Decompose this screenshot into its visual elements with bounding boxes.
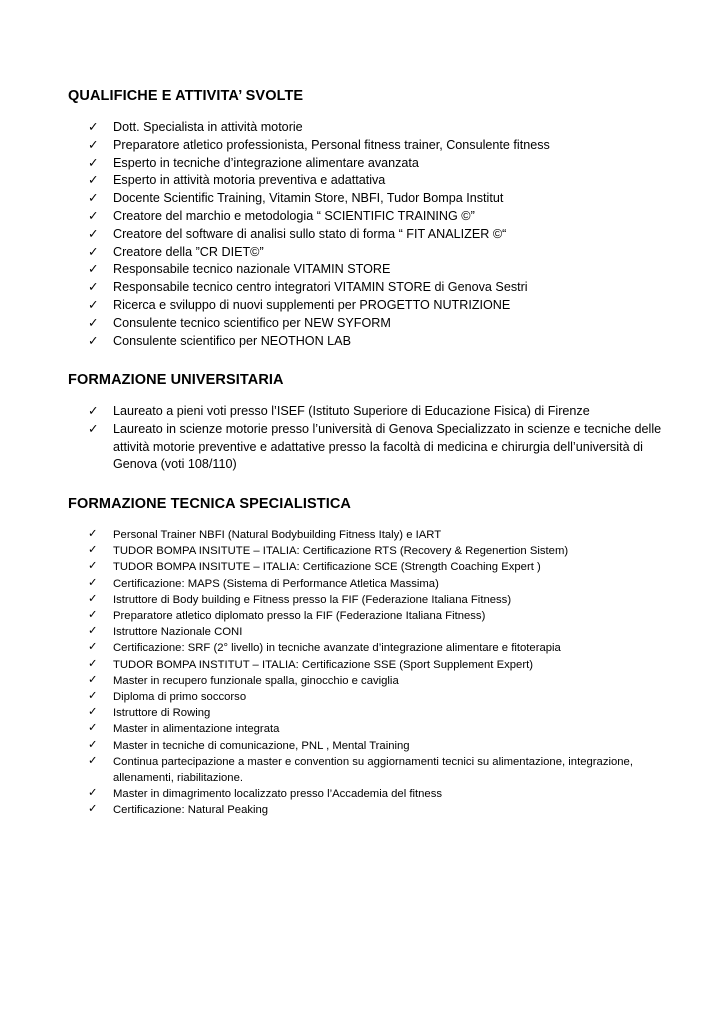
list-item-text: Diploma di primo soccorso [113,691,247,704]
checkmark-icon: ✓ [88,803,98,816]
list-item-text: Responsabile tecnico centro integratori VITAMIN STORE di Genova Sestri [113,280,528,295]
list-item-text: Master in tecniche di comunicazione, PNL , Mental Training [113,739,410,752]
section-formazione-universitaria [68,372,662,474]
list-item [68,172,628,190]
list-item-text: Creatore del marchio e metodologia “ SCIENTIFIC TRAINING ©” [113,208,475,223]
checkmark-icon: ✓ [88,226,99,241]
checkmark-icon: ✓ [88,641,98,654]
list-item [68,802,673,818]
checkmark-icon: ✓ [88,208,99,223]
list-item-text: Responsabile tecnico nazionale VITAMIN STORE [113,262,391,277]
list-item [68,244,628,262]
checkmark-icon: ✓ [88,404,99,418]
list-item-text: Certificazione: MAPS (Sistema di Performance Atletica Massima) [113,577,439,590]
list-item [68,576,673,592]
list-item-text: Consulente tecnico scientifico per NEW SYFORM [113,315,391,330]
list-item-text: Istruttore Nazionale CONI [113,626,243,639]
section-title: QUALIFICHE E ATTIVITA’ SVOLTE [68,88,304,104]
list-item-text: Laureato a pieni voti presso l’ISEF (Istituto Superiore di Educazione Fisica) di Firenze [113,404,590,418]
list-item [68,559,673,575]
list-item [68,608,673,624]
list-item [68,754,673,786]
list-item-text: Consulente scientifico per NEOTHON LAB [113,333,351,348]
checkmark-icon: ✓ [88,722,98,735]
list-item [68,315,628,333]
formazione-tecnica-list [68,527,633,819]
checkmark-icon: ✓ [88,673,98,686]
list-item-text: Certificazione: SRF (2° livello) in tecniche avanzate d’integrazione alimentare e fitoterapia [113,642,561,655]
list-item [68,403,668,421]
list-item [68,297,628,315]
checkmark-icon: ✓ [88,315,99,330]
list-item [68,624,673,640]
list-item-text: Personal Trainer NBFI (Natural Bodybuilding Fitness Italy) e IART [113,529,442,541]
list-item [68,190,628,208]
list-item-text: Esperto in attività motoria preventiva e adattativa [113,173,386,188]
checkmark-icon: ✓ [88,173,99,188]
list-item-text: TUDOR BOMPA INSTITUT – ITALIA: Certificazione SSE (Sport Supplement Expert) [113,658,533,671]
list-item [68,119,628,137]
checkmark-icon: ✓ [88,609,98,622]
list-item-text: Continua partecipazione a master e convention su aggiornamenti tecnici su alimentazione, integrazione, allenamenti, riabilitazione. [113,755,633,785]
checkmark-icon: ✓ [88,155,99,170]
checkmark-icon: ✓ [88,787,98,800]
list-item-text: Dott. Specialista in attività motorie [113,120,303,134]
list-item-text: TUDOR BOMPA INSITUTE – ITALIA: Certificazione RTS (Recovery & Regenertion Sistem) [113,545,569,558]
checkmark-icon: ✓ [88,690,98,703]
checkmark-icon: ✓ [88,657,98,670]
list-item-text: Creatore della ”CR DIET©” [113,244,264,259]
list-item [68,333,628,351]
section-formazione-tecnica [68,496,633,819]
section-title: FORMAZIONE UNIVERSITARIA [68,372,284,388]
list-item [68,137,628,155]
list-item-text: Master in dimagrimento localizzato presso l’Accademia del fitness [113,788,443,801]
checkmark-icon: ✓ [88,592,98,605]
list-item [68,592,673,608]
list-item [68,640,673,656]
list-item-text: TUDOR BOMPA INSITUTE – ITALIA: Certificazione SCE (Strength Coaching Expert ) [113,561,541,574]
section-qualifiche [68,88,628,350]
checkmark-icon: ✓ [88,191,99,206]
checkmark-icon: ✓ [88,560,98,573]
list-item [68,721,673,737]
qualifiche-list [68,119,628,350]
checkmark-icon: ✓ [88,137,99,152]
list-item-text: Preparatore atletico diplomato presso la FIF (Federazione Italiana Fitness) [113,610,486,623]
checkmark-icon: ✓ [88,576,98,589]
checkmark-icon: ✓ [88,544,98,557]
list-item [68,738,673,754]
list-item [68,673,673,689]
checkmark-icon: ✓ [88,244,99,259]
checkmark-icon: ✓ [88,120,99,134]
list-item [68,208,628,226]
checkmark-icon: ✓ [88,754,98,767]
list-item-text: Creatore del software di analisi sullo stato di forma “ FIT ANALIZER ©“ [113,226,507,241]
list-item [68,421,668,474]
list-item [68,261,628,279]
formazione-universitaria-list [68,403,662,474]
list-item [68,786,673,802]
list-item-text: Ricerca e sviluppo di nuovi supplementi per PROGETTO NUTRIZIONE [113,297,511,312]
checkmark-icon: ✓ [88,625,98,638]
checkmark-icon: ✓ [88,528,98,540]
checkmark-icon: ✓ [88,333,99,348]
checkmark-icon: ✓ [88,262,99,277]
list-item-text: Certificazione: Natural Peaking [113,804,269,817]
list-item-text: Esperto in tecniche d’integrazione alimentare avanzata [113,155,419,170]
checkmark-icon: ✓ [88,738,98,751]
list-item [68,657,673,673]
checkmark-icon: ✓ [88,280,99,295]
list-item [68,155,628,173]
list-item [68,279,628,297]
section-title: FORMAZIONE TECNICA SPECIALISTICA [68,496,351,512]
checkmark-icon: ✓ [88,421,99,436]
list-item [68,543,673,559]
list-item-text: Istruttore di Body building e Fitness presso la FIF (Federazione Italiana Fitness) [113,593,512,606]
list-item [68,705,673,721]
list-item-text: Master in recupero funzionale spalla, ginocchio e caviglia [113,674,399,687]
list-item-text: Docente Scientific Training, Vitamin Store, NBFI, Tudor Bompa Institut [113,191,504,206]
list-item [68,527,673,543]
list-item-text: Preparatore atletico professionista, Personal fitness trainer, Consulente fitness [113,137,550,152]
list-item [68,226,628,244]
checkmark-icon: ✓ [88,706,98,719]
list-item-text: Master in alimentazione integrata [113,723,280,736]
list-item [68,689,673,705]
checkmark-icon: ✓ [88,297,99,312]
list-item-text: Istruttore di Rowing [113,707,211,720]
list-item-text: Laureato in scienze motorie presso l’università di Genova Specializzato in scienze e tecniche delle attività motorie preventive e adattative presso la facoltà di medicina e chirurgia dell’università di Genova (voti 108/110) [113,421,662,472]
